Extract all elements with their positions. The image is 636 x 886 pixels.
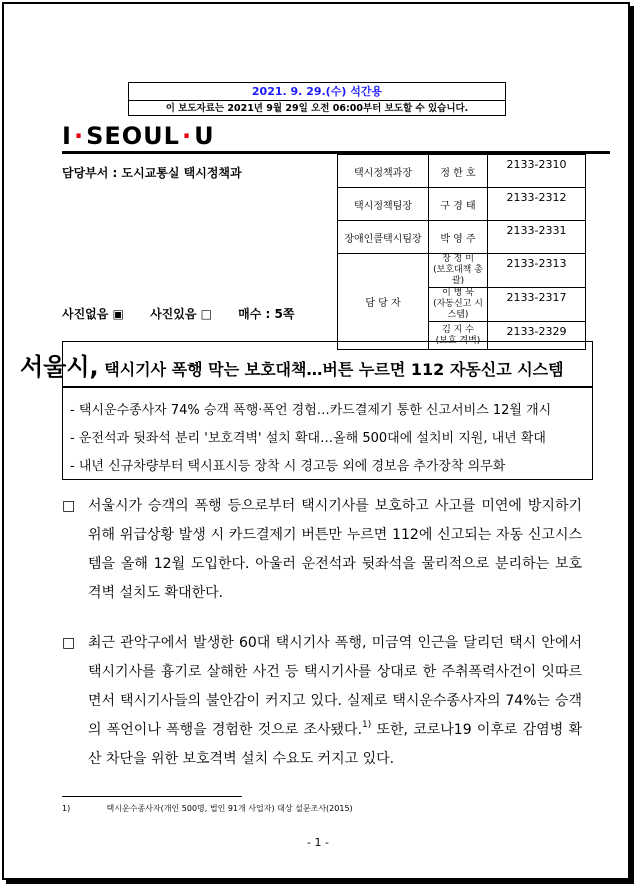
paragraph — [62, 492, 582, 608]
headline-main: 택시기사 폭행 막는 보호대책…버튼 누르면 112 자동신고 시스템 — [104, 360, 564, 379]
contact-phone: 2133-2317 — [488, 288, 586, 322]
headline-city: 서울시, — [20, 353, 99, 381]
footnote-ref: 1) — [362, 720, 372, 730]
staff-duty: (보호대책 총괄) — [433, 265, 483, 286]
embargo-box — [128, 82, 506, 116]
footnote-rule — [62, 796, 242, 797]
body-text — [62, 492, 582, 774]
contact-name: 구 경 태 — [429, 188, 488, 221]
contact-name — [429, 288, 488, 322]
page-shadow — [6, 880, 634, 884]
seoul-logo — [62, 123, 215, 149]
contact-role: 담 당 자 — [338, 254, 429, 350]
contact-phone: 2133-2313 — [488, 254, 586, 288]
contact-row — [338, 155, 586, 188]
subtitle-3: - 내년 신규차량부터 택시표시등 장착 시 경고등 외에 경보음 추가장착 의무화 — [70, 459, 506, 474]
department: 담당부서 : 도시교통실 택시정책과 — [62, 166, 242, 180]
logo-seoul: SEOUL — [86, 122, 180, 150]
photo-none-checkbox: 사진없음 ▣ — [62, 307, 124, 321]
contact-phone: 2133-2329 — [488, 322, 586, 350]
page-number: - 1 - — [307, 836, 329, 849]
staff-name: 이 병 묵 — [442, 288, 474, 298]
contact-role: 장애인콜택시팀장 — [338, 221, 429, 254]
paragraph-text: 서울시가 승객의 폭행 등으로부터 택시기사를 보호하고 사고를 미연에 방지하기 위해 위급상황 발생 시 카드결제기 버튼만 누르면 112에 신고되는 자동 신고시스템을 올해 12월 도입한다. 아울러 운전석과 뒷좌석을 물리적으로 분리하는 보호격벽 설치도 확대한다. — [88, 498, 582, 601]
contact-name — [429, 254, 488, 288]
page-count: 매수 : 5쪽 — [238, 307, 295, 321]
contact-phone: 2133-2310 — [488, 155, 586, 188]
contact-row — [338, 221, 586, 254]
embargo-note: 이 보도자료는 2021년 9월 29일 오전 06:00부터 보도할 수 있습니다. — [165, 103, 469, 114]
logo-u: U — [194, 122, 215, 150]
checkbox-bullet: □ — [62, 498, 76, 514]
subtitle-1: - 택시운수종사자 74% 승객 폭행·폭언 경험…카드결제기 통한 신고서비스 12월 개시 — [70, 403, 552, 418]
paragraph — [62, 629, 582, 774]
contact-role: 택시정책팀장 — [338, 188, 429, 221]
footnote — [62, 803, 353, 814]
contact-phone: 2133-2331 — [488, 221, 586, 254]
contact-name: 정 한 호 — [429, 155, 488, 188]
paragraph-text: 최근 관악구에서 발생한 60대 택시기사 폭행, 미금역 인근을 달리던 택시 안에서 택시기사를 흉기로 살해한 사건 등 택시기사를 상대로 한 주취폭력사건이 잇따르면서 택시기사들의 불안감이 커지고 있다. 실제로 택시운수종사자의 74%는 승객의 폭언이나 폭행을 경험한 것으로 조사됐다. — [88, 635, 582, 738]
paragraph-text: 또한, 코로나19 이후로 감염병 확산 차단을 위한 보호격벽 설치 수요도 커지고 있다. — [88, 722, 582, 767]
contact-row — [338, 188, 586, 221]
staff-duty: (보호 격벽) — [435, 335, 481, 346]
headline-divider — [62, 386, 593, 388]
staff-name: 김 지 수 — [442, 324, 474, 335]
checkbox-bullet: □ — [62, 635, 76, 651]
logo-dot: · — [181, 122, 193, 150]
contact-phone: 2133-2312 — [488, 188, 586, 221]
logo-dot: · — [73, 122, 85, 150]
footnote-text: 택시운수종사자(개인 500명, 법인 91개 사업자) 대상 설문조사(2015) — [106, 804, 353, 813]
contacts-table — [337, 154, 586, 350]
logo-i: I — [62, 122, 72, 150]
subtitle-2: - 운전석과 뒷좌석 분리 '보호격벽' 설치 확대…올해 500대에 설치비 지원, 내년 확대 — [70, 431, 546, 446]
photo-yes-checkbox: 사진있음 □ — [150, 307, 212, 321]
contact-row — [338, 254, 586, 288]
embargo-date: 2021. 9. 29.(수) 석간용 — [129, 83, 505, 101]
page-shadow — [630, 6, 634, 884]
footnote-number: 1) — [62, 804, 71, 813]
contact-name: 박 영 주 — [429, 221, 488, 254]
photo-info — [62, 305, 316, 322]
staff-duty: (자동신고 시스템) — [433, 299, 483, 320]
headline-title — [20, 347, 564, 382]
contact-role: 택시정책과장 — [338, 155, 429, 188]
staff-name: 장 정 미 — [442, 254, 474, 264]
